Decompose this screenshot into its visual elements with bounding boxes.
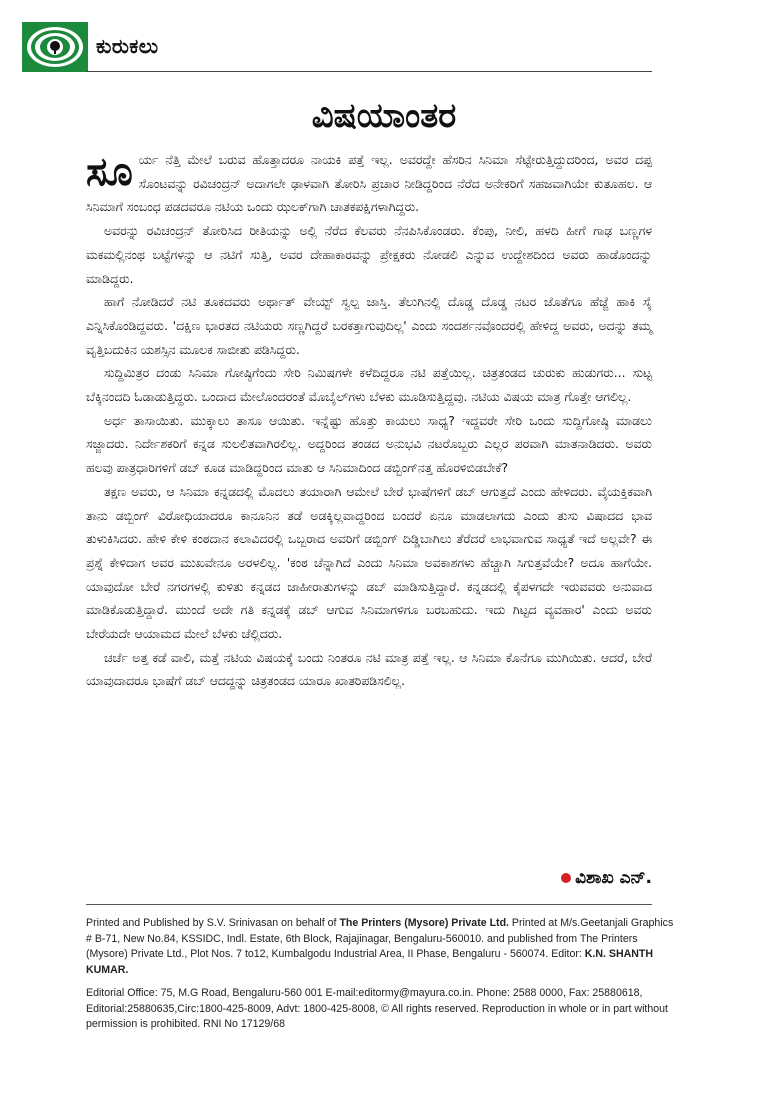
author-byline bbox=[561, 868, 652, 888]
editorial-office-text: Editorial Office: 75, M.G Road, Bengaluru-560 001 E-mail:editormy@mayura.co.in. Phone: 2588 0000, Fax: 25880618, Editorial:25880635,Circ:1800-425-8009, Advt: 1800-425-8008, © All rights reserved. Reproduction in whole or in part without permission is prohibited. RNI No 17129/68 bbox=[86, 986, 668, 1031]
magazine-logo bbox=[22, 22, 88, 72]
article-paragraph: ಅವರನ್ನು ರವಿಚಂದ್ರನ್ ತೋರಿಸಿದ ರೀತಿಯನ್ನು ಅಲ್ಲಿ ನೆರೆದ ಕೆಲವರು ನೆನಪಿಸಿಕೊಂಡರು. ಕೆಂಪು, ನೀಲಿ, ಹಳದಿ ಹೀಗೆ ಗಾಢ ಬಣ್ಣಗಳ ಮಕಮಲ್ಲಿನಂಥ ಬಟ್ಟೆಗಳನ್ನು ಆ ನಟಿಗೆ ಸುತ್ತಿ, ಅವರ ದೇಹಾಕಾರವನ್ನು ಪ್ರೇಕ್ಷಕರು ನೋಡಲಿ ಎನ್ನುವ ಉದ್ದೇಶದಿಂದ ಅವರು ಹಾಡೊಂದನ್ನು ಮಾಡಿದ್ದರು. bbox=[86, 223, 652, 286]
article-paragraph: ಚರ್ಚೆ ಅತ್ತ ಕಡೆ ವಾಲಿ, ಮತ್ತೆ ನಟಿಯ ವಿಷಯಕ್ಕೆ ಬಂದು ನಿಂತರೂ ನಟಿ ಮಾತ್ರ ಪತ್ತೆ ಇಲ್ಲ. ಆ ಸಿನಿಮಾ ಕೊನೆಗೂ ಮುಗಿಯಿತು. ಆದರೆ, ಬೇರೆ ಯಾವುದಾದರೂ ಭಾಷೆಗೆ ಡಬ್ ಆದದ್ದನ್ನು ಚಿತ್ರತಂಡದ ಯಾರೂ ಖಾತರಿಪಡಿಸಲಿಲ್ಲ. bbox=[86, 649, 652, 689]
section-title: ಕುರುಕಲು bbox=[96, 34, 159, 58]
article-body bbox=[86, 148, 652, 693]
imprint-footer bbox=[86, 916, 676, 1040]
article-paragraph: ಸೂರ್ಯ ನೆತ್ತಿ ಮೇಲೆ ಬರುವ ಹೊತ್ತಾದರೂ ನಾಯಕಿ ಪತ್ತೆ ಇಲ್ಲ. ಅವರದ್ದೇ ಹೆಸರಿನ ಸಿನಿಮಾ ಸೆಟ್ಟೇರುತ್ತಿದ್ದುದರಿಂದ, ಅವರ ದಪ್ಪ ಸೊಂಟವನ್ನು ರವಿಚಂದ್ರನ್ ಅದಾಗಲೇ ಢಾಳವಾಗಿ ತೋರಿಸಿ ಪ್ರಚಾರ ನೀಡಿದ್ದರಿಂದ ನೆರೆದ ಅನೇಕರಿಗೆ ಸಹಜವಾಗಿಯೇ ಕುತೂಹಲ. ಆ ಸಿನಿಮಾಗೆ ಸಂಬಂಧ ಪಡದವರೂ ನಟಿಯ ಒಂದು ಝಲಕ್‌ಗಾಗಿ ಚಾತಕಪಕ್ಷಿಗಳಾಗಿದ್ದರು. bbox=[86, 149, 652, 215]
drop-cap: ಸೂ bbox=[86, 149, 133, 195]
footer-divider bbox=[86, 904, 652, 905]
eye-logo-icon bbox=[25, 25, 85, 69]
article-paragraph: ತಕ್ಷಣ ಅವರು, ಆ ಸಿನಿಮಾ ಕನ್ನಡದಲ್ಲಿ ಮೊದಲು ತಯಾರಾಗಿ ಆಮೇಲೆ ಬೇರೆ ಭಾಷೆಗಳಿಗೆ ಡಬ್ ಆಗುತ್ತದೆ ಎಂದು ಹೇಳಿದರು. ವೈಯಕ್ತಿಕವಾಗಿ ತಾನು ಡಬ್ಬಿಂಗ್ ವಿರೋಧಿಯಾದರೂ ಕಾನೂನಿನ ತಡೆ ಅಡಕ್ಕಿಲ್ಲವಾದ್ದರಿಂದ ಬಂದರೆ ಏನೂ ಮಾಡಲಾಗದು ಎಂದು ತುಸು ವಿಷಾದದ ಭಾವ ತುಳುಕಿಸಿದರು. ಹೇಳಿ ಕೇಳಿ ಕಂಠದಾನ ಕಲಾವಿದರಲ್ಲಿ ಒಬ್ಬರಾದ ಅವರಿಗೆ ಡಬ್ಬಿಂಗ್ ದಿಡ್ಡಿಬಾಗಿಲು ತೆರೆದರೆ ಲಾಭವಾಗುವ ಸಾಧ್ಯತೆ ಇದೆ ಅಲ್ಲವೇ? ಈ ಪ್ರಶ್ನೆ ಕೇಳಿದಾಗ ಅವರ ಮುಖವೇನೂ ಅರಳಲಿಲ್ಲ. 'ಕಂಠ ಚೆನ್ನಾಗಿದೆ ಎಂದು ಸಿನಿಮಾ ಅವಕಾಶಗಳು ಹೆಚ್ಚಾಗಿ ಸಿಗುತ್ತವೆಯೇ? ಅದೂ ಹಾಗೆಯೇ. ಯಾವುದೋ ಬೇರೆ ನಗರಗಳಲ್ಲಿ ಕುಳಿತು ಕನ್ನಡದ ಜಾಹೀರಾತುಗಳನ್ನು ಡಬ್ ಮಾಡಿಸುತ್ತಿದ್ದಾರೆ. ಕನ್ನಡದಲ್ಲಿ ಕೈಪಳಗದೇ ಇರುವವರು ಅನುವಾದ ಮಾಡಿಕೊಡುತ್ತಿದ್ದಾರೆ. ಮುಂದೆ ಅದೇ ಗತಿ ಕನ್ನಡಕ್ಕೆ ಡಬ್ ಆಗುವ ಸಿನಿಮಾಗಳಿಗೂ ಬರಬಹುದು. ಇದು ಗಿಟ್ಟದ ವ್ಯವಹಾರ' ಎಂದು ಅವರು ಬೇರೆಯದೇ ಆಯಾಮದ ಮೇಲೆ ಬೆಳಕು ಚೆಲ್ಲಿದರು. bbox=[86, 483, 652, 642]
article-paragraph: ಹಾಗೆ ನೋಡಿದರೆ ನಟಿ ತೂಕದವರು ಅರ್ಥಾತ್ ವೇಯ್ಟ್ ಸ್ವಲ್ಪ ಜಾಸ್ತಿ. ತೆಲುಗಿನಲ್ಲಿ ದೊಡ್ಡ ದೊಡ್ಡ ನಟರ ಜೊತೆಗೂ ಹೆಜ್ಜೆ ಹಾಕಿ ಸೈ ಎನ್ನಿಸಿಕೊಂಡಿದ್ದವರು. 'ದಕ್ಷಿಣ ಭಾರತದ ನಟಿಯರು ಸಣ್ಣಗಿದ್ದರೆ ಬರಕತ್ತಾಗುವುದಿಲ್ಲ' ಎಂದು ಸಂದರ್ಶನವೊಂದರಲ್ಲಿ ಹೇಳಿದ್ದ ಅವರು, ಅದನ್ನು ತಮ್ಮ ವೃತ್ತಿಬದುಕಿನ ಯಶಸ್ಸಿನ ಮೂಲಕ ಸಾಬೀತು ಪಡಿಸಿದ್ದರು. bbox=[86, 294, 652, 357]
author-name: ವಿಶಾಖ ಎನ್. bbox=[575, 868, 652, 888]
article-title: ವಿಷಯಾಂತರ bbox=[311, 96, 457, 136]
bullet-icon bbox=[561, 873, 571, 883]
page-header bbox=[22, 22, 652, 72]
article-paragraph: ಸುದ್ದಿಮಿತ್ರರ ದಂಡು ಸಿನಿಮಾ ಗೋಷ್ಠಿಗೆಂದು ಸೇರಿ ನಿಮಿಷಗಳೇ ಕಳೆದಿದ್ದರೂ ನಟಿ ಪತ್ತೆಯಿಲ್ಲ. ಚಿತ್ರತಂಡದ ಚುರುಕು ಹುಡುಗರು... ಸುಟ್ಟ ಬೆಕ್ಕಿನಂದದಿ ಓಡಾಡುತ್ತಿದ್ದರು. ಒಂದಾದ ಮೇಲೊಂದರಂತೆ ಮೊಬೈಲ್‌ಗಳು ಬೆಳಕು ಮೂಡಿಸುತ್ತಿದ್ದವು. ನಟಿಯ ವಿಷಯ ಮಾತ್ರ ಗೊತ್ತೇ ಆಗಲಿಲ್ಲ. bbox=[86, 365, 652, 405]
article-paragraph: ಅರ್ಧ ತಾಸಾಯಿತು. ಮುಕ್ಕಾಲು ತಾಸೂ ಆಯಿತು. ಇನ್ನೆಷ್ಟು ಹೊತ್ತು ಕಾಯಲು ಸಾಧ್ಯ? ಇದ್ದವರೇ ಸೇರಿ ಒಂದು ಸುದ್ದಿಗೋಷ್ಠಿ ಮಾಡಲು ಸಜ್ಜಾದರು. ನಿರ್ದೇಶಕರಿಗೆ ಕನ್ನಡ ಸುಲಲಿತವಾಗಿರಲಿಲ್ಲ. ಅದ್ದರಿಂದ ತಂಡದ ಅನುಭವಿ ನಟರೊಬ್ಬರು ಎಲ್ಲರ ಪರವಾಗಿ ಮಾತನಾಡಿದರು. ಅವರು ಹಲವು ಪಾತ್ರಧಾರಿಗಳಿಗೆ ಡಬ್ ಕೂಡ ಮಾಡಿದ್ದರಿಂದ ಮಾತು ಆ ಸಿನಿಮಾದಿಂದ ಡಬ್ಬಿಂಗ್‌ನತ್ತ ಹೊರಳಿಬಿಡಬೇಕೆ? bbox=[86, 412, 652, 476]
header-divider bbox=[86, 71, 652, 72]
imprint-text: Printed and Published by S.V. Srinivasan on behalf of The Printers (Mysore) Private Ltd. Printed at M/s.Geetanjali Graphics # B-71, New No.84, KSSIDC, Indl. Estate, 6th Block, Rajajinagar, Bengaluru-560010. and published from The Printers (Mysore) Private Ltd., Plot Nos. 7 to12, Kumbalgodu Industrial Area, II Phase, Bengaluru - 560074. Editor: K.N. SHANTH KUMAR. bbox=[86, 917, 674, 977]
